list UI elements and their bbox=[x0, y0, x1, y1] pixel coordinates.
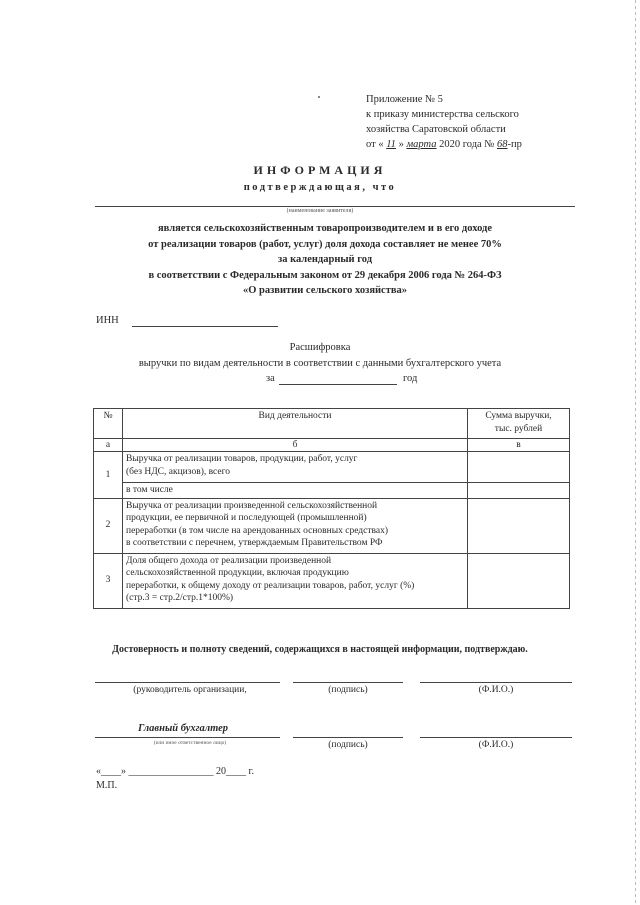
row1-sub: в том числе bbox=[123, 483, 468, 499]
row2-line3: переработки (в том числе на арендованных основных средствах) bbox=[126, 525, 388, 536]
row3-line4: (стр.3 = стр.2/стр.1*100%) bbox=[126, 593, 234, 603]
date-mid: » bbox=[398, 139, 404, 150]
statement-line1: является сельскохозяйственным товаропроизводителем и в его доходе bbox=[158, 223, 492, 234]
applicant-name-line bbox=[95, 206, 575, 207]
row2-line2: продукции, ее первичной и последующей (промышленной) bbox=[126, 513, 367, 523]
stamp-place: М.П. bbox=[96, 780, 118, 791]
table-letters-row bbox=[94, 439, 570, 452]
row3-sum-cell bbox=[468, 553, 570, 608]
period-god: год bbox=[403, 373, 418, 384]
statement-line2: от реализации товаров (работ, услуг) доля дохода составляет не менее 70% bbox=[148, 238, 502, 250]
table-row bbox=[94, 553, 570, 608]
row1-text bbox=[123, 452, 468, 483]
header-num: № bbox=[94, 409, 123, 439]
row2-text bbox=[123, 498, 468, 553]
signature-date: «____» _________________ 20____ г. bbox=[96, 766, 254, 777]
statement-line5: «О развитии сельского хозяйства» bbox=[242, 285, 408, 296]
date-day: 11 bbox=[386, 139, 396, 150]
date-prefix: от « bbox=[366, 139, 384, 150]
table-header-row bbox=[94, 409, 570, 439]
row3-line3: переработки, к общему доходу от реализации товаров, работ, услуг (%) bbox=[126, 580, 415, 591]
row2-line4: в соответствии с перечнем, утверждаемым Правительством РФ bbox=[126, 538, 383, 548]
chief-accountant-label: Главный бухгалтер bbox=[138, 723, 229, 734]
period-za: за bbox=[266, 373, 275, 384]
decode-title: Расшифровка bbox=[289, 342, 351, 353]
appendix-line2: к приказу министерства сельского bbox=[366, 109, 519, 120]
table-row bbox=[94, 498, 570, 553]
row3-num: 3 bbox=[94, 553, 123, 608]
statement-line4: в соответствии с Федеральным законом от 29 декабря 2006 года № 264-ФЗ bbox=[148, 269, 502, 281]
scan-edge bbox=[635, 0, 636, 905]
order-number: 68 bbox=[496, 139, 508, 150]
appendix-date-line bbox=[366, 137, 576, 152]
date-month: марта bbox=[406, 139, 437, 150]
table-row bbox=[94, 452, 570, 483]
row2-line1: Выручка от реализации произведенной сельскохозяйственной bbox=[126, 500, 378, 511]
chief-caption: (или иное ответственное лицо) bbox=[153, 740, 227, 746]
row3-line2: сельскохозяйственной продукции, включая продукцию bbox=[126, 568, 349, 578]
chief-signature-line bbox=[95, 737, 280, 738]
row2-sum-cell bbox=[468, 498, 570, 553]
appendix-line3: хозяйства Саратовской области bbox=[366, 124, 506, 135]
letter-c: в bbox=[468, 439, 570, 452]
header-sum-line2: тыс. рублей bbox=[494, 423, 543, 434]
head-fio-line bbox=[420, 682, 572, 683]
inn-label: ИНН bbox=[96, 315, 119, 326]
chief-fio-line bbox=[420, 737, 572, 738]
row3-line1: Доля общего дохода от реализации произведенной bbox=[126, 555, 332, 566]
confirmation-text: Достоверность и полноту сведений, содержащихся в настоящей информации, подтверждаю. bbox=[112, 644, 528, 655]
inn-field-line bbox=[132, 326, 278, 327]
doc-title: ИНФОРМАЦИЯ bbox=[253, 163, 387, 177]
statement-block bbox=[90, 221, 560, 299]
row2-num: 2 bbox=[94, 498, 123, 553]
row1-line1: Выручка от реализации товаров, продукции, работ, услуг bbox=[126, 454, 358, 464]
period-year-line bbox=[279, 384, 397, 385]
row1-num: 1 bbox=[94, 452, 123, 499]
header-sum-line1: Сумма выручки, bbox=[485, 411, 552, 421]
appendix-block bbox=[366, 92, 576, 152]
doc-subtitle: подтверждающая, что bbox=[243, 182, 397, 193]
letter-b: б bbox=[123, 439, 468, 452]
head-sign-caption: (подпись) bbox=[328, 685, 368, 695]
table-row-sub bbox=[94, 483, 570, 499]
row1-sum-cell bbox=[468, 452, 570, 483]
revenue-table bbox=[93, 408, 570, 609]
letter-a: а bbox=[94, 439, 123, 452]
head-caption: (руководитель организации, bbox=[133, 685, 247, 695]
header-activity: Вид деятельности bbox=[123, 409, 468, 439]
row1-line2: (без НДС, акцизов), всего bbox=[126, 466, 230, 477]
chief-sign-line bbox=[293, 737, 403, 738]
head-sign-line bbox=[293, 682, 403, 683]
appendix-line1: Приложение № 5 bbox=[366, 94, 443, 105]
decode-subtitle: выручки по видам деятельности в соответствии с данными бухгалтерского учета bbox=[138, 358, 502, 369]
applicant-name-caption: (наименование заявителя) bbox=[286, 208, 354, 214]
date-year: 2020 года № bbox=[439, 139, 495, 150]
decode-heading bbox=[0, 340, 640, 372]
row3-text bbox=[123, 553, 468, 608]
chief-fio-caption: (Ф.И.О.) bbox=[478, 740, 514, 750]
row1-sub-sum-cell bbox=[468, 483, 570, 499]
scan-speck bbox=[318, 96, 320, 98]
head-fio-caption: (Ф.И.О.) bbox=[478, 685, 514, 695]
statement-line3: за календарный год bbox=[277, 254, 373, 265]
head-signature-line bbox=[95, 682, 280, 683]
chief-sign-caption: (подпись) bbox=[328, 740, 368, 750]
order-suffix: -пр bbox=[507, 139, 522, 150]
header-sum bbox=[468, 409, 570, 439]
